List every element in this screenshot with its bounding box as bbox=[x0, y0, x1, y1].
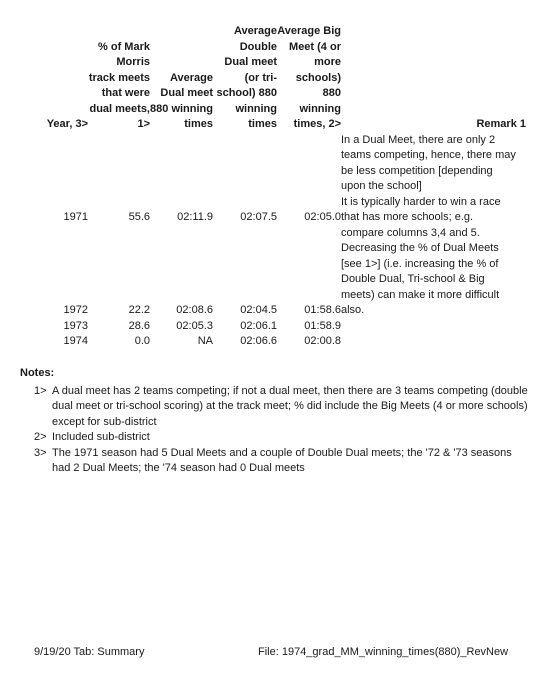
table-row bbox=[40, 319, 526, 335]
note-text: A dual meet has 2 teams competing; if not a dual meet, then there are 3 teams competing (double dual meet or tri-school scoring) at the track meet; % did include the Big Meets (4 or more schools) except for sub-district bbox=[52, 384, 528, 428]
cell-big: 02:00.8 bbox=[304, 335, 341, 347]
header-year: Year, 3> bbox=[46, 118, 88, 130]
cell-double: 02:07.5 bbox=[240, 211, 277, 223]
note-marker: 3> bbox=[34, 446, 47, 459]
cell-dual: NA bbox=[197, 335, 213, 347]
header-pct-dual: % of Mark Morris track meets that were dual meets, 1> bbox=[88, 40, 150, 130]
header-avg-double-dual: Average Double Dual meet (or tri- school) 880 winning times bbox=[216, 25, 277, 130]
note-marker: 1> bbox=[34, 384, 47, 397]
footer-date-tab: 9/19/20 Tab: Summary bbox=[34, 646, 145, 658]
cell-remark bbox=[341, 319, 526, 335]
cell-double: 02:04.5 bbox=[240, 304, 277, 316]
cell-pct: 22.2 bbox=[128, 304, 150, 316]
cell-pct: 0.0 bbox=[134, 335, 150, 347]
header-avg-dual: Average Dual meet 880 winning times bbox=[150, 71, 213, 130]
table-row bbox=[40, 133, 526, 304]
header-remark: Remark 1 bbox=[476, 118, 526, 130]
cell-year: 1974 bbox=[63, 335, 88, 347]
cell-year: 1973 bbox=[63, 319, 88, 332]
note-item bbox=[34, 430, 530, 446]
cell-remark bbox=[341, 334, 526, 350]
note-marker: 2> bbox=[34, 431, 47, 443]
cell-dual: 02:05.3 bbox=[176, 319, 213, 332]
header-avg-big-meet: Average Big Meet (4 or more schools) 880 winning times, 2> bbox=[277, 25, 341, 130]
header-row bbox=[40, 24, 526, 133]
note-item bbox=[34, 384, 530, 431]
cell-remark: also. bbox=[341, 304, 365, 316]
summary-table bbox=[40, 24, 526, 350]
cell-dual: 02:11.9 bbox=[177, 211, 213, 223]
note-text: The 1971 season had 5 Dual Meets and a couple of Double Dual meets; the '72 & '73 seasons had 2 Dual Meets; the '74 season had 0 Dual meets bbox=[52, 446, 512, 474]
cell-pct: 55.6 bbox=[128, 211, 150, 223]
cell-pct: 28.6 bbox=[128, 319, 150, 332]
notes-title: Notes: bbox=[20, 367, 55, 379]
cell-big: 02:05.0 bbox=[304, 211, 341, 223]
cell-big: 01:58.6 bbox=[304, 304, 341, 316]
cell-dual: 02:08.6 bbox=[176, 304, 213, 316]
table-row bbox=[40, 334, 526, 350]
cell-double: 02:06.1 bbox=[240, 319, 277, 332]
table-row bbox=[40, 303, 526, 319]
cell-double: 02:06.6 bbox=[240, 335, 277, 347]
footer-filename: File: 1974_grad_MM_winning_times(880)_RevNew bbox=[258, 646, 509, 658]
note-text: Included sub-district bbox=[52, 431, 150, 443]
notes-section bbox=[20, 366, 530, 477]
cell-year: 1972 bbox=[63, 304, 88, 316]
cell-remark: In a Dual Meet, there are only 2 teams competing, hence, there may be less competition [depending upon the school] It is typically harder to win a race that has more schools; e.g. compare columns 3,4 and 5. Decreasing the % of Dual Meets [see 1>] (i.e. increasing the % of Double Dual, Tri-school & Big meets) can make it more difficult bbox=[341, 133, 516, 301]
cell-year: 1971 bbox=[63, 211, 88, 223]
note-item bbox=[34, 446, 530, 477]
cell-big: 01:58.9 bbox=[304, 319, 341, 332]
